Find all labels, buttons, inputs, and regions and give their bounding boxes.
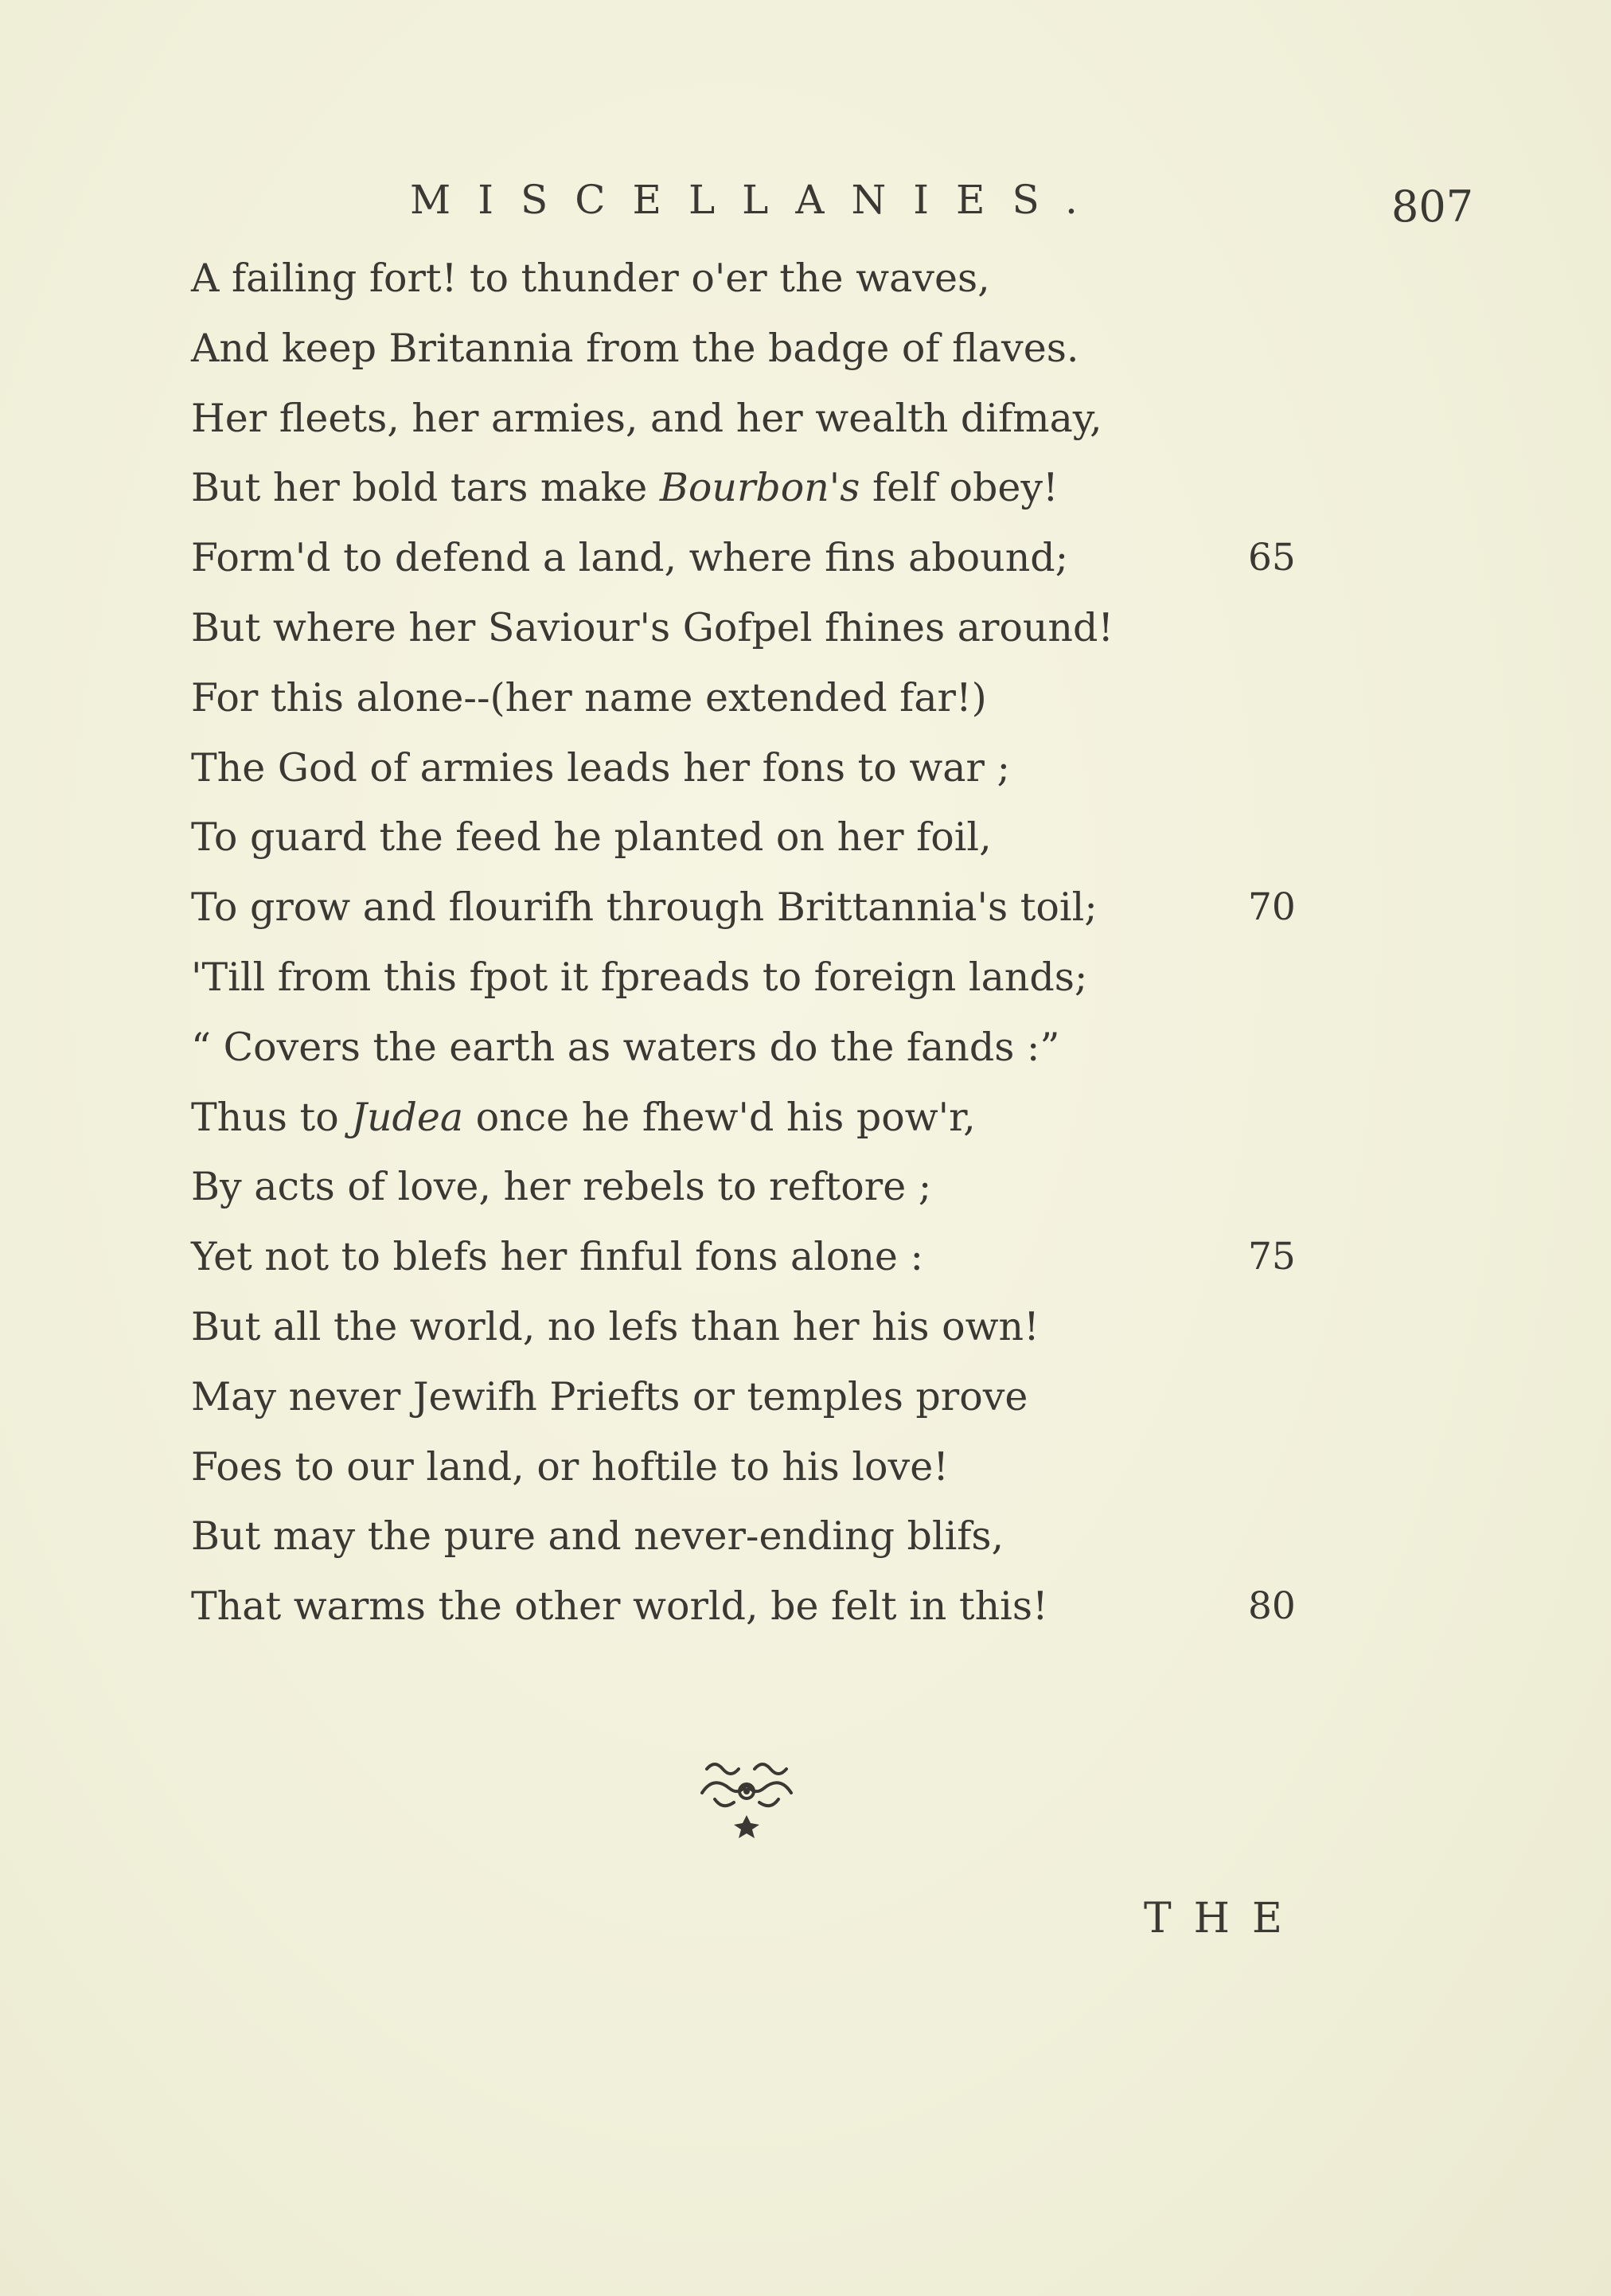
line-number: 75	[1248, 1235, 1296, 1279]
catchword: THE	[1144, 1895, 1305, 1943]
verse-line: But her bold tars make Bourbon's felf obey!	[191, 465, 1059, 511]
verse-line: Yet not to blefs her finful fons alone : 75	[191, 1222, 1385, 1292]
line-number: 80	[1248, 1584, 1296, 1629]
verse-line: “ Covers the earth as waters do the fands :”	[191, 1024, 1060, 1070]
line-number: 70	[1248, 885, 1296, 930]
verse-line: 'Till from this fpot it fpreads to foreign lands;	[191, 954, 1088, 1000]
verse-line: To grow and flourifh through Brittannia's toil; 70	[191, 873, 1385, 943]
verse-line: But may the pure and never-ending blifs,	[191, 1513, 1004, 1560]
verse-line: To guard the feed he planted on her foil,	[191, 814, 992, 861]
poem-verse	[191, 244, 1385, 1642]
verse-line: But where her Saviour's Gofpel fhines around!	[191, 604, 1114, 650]
line-number: 65	[1248, 536, 1296, 580]
verse-line: May never Jewifh Priefts or temples prove	[191, 1373, 1028, 1419]
printers-ornament-icon	[691, 1751, 802, 1847]
verse-line: The God of armies leads her fons to war ;	[191, 744, 1010, 791]
verse-line: And keep Britannia from the badge of flaves.	[191, 325, 1079, 371]
verse-line: But all the world, no lefs than her his own!	[191, 1303, 1040, 1349]
verse-line: Her fleets, her armies, and her wealth difmay,	[191, 395, 1102, 441]
verse-line: Foes to our land, or hoftile to his love!	[191, 1443, 949, 1490]
verse-line: A failing fort! to thunder o'er the waves,	[191, 256, 990, 301]
verse-line: For this alone--(her name extended far!)	[191, 674, 987, 720]
running-title: MISCELLANIES.	[410, 177, 1105, 223]
page-number: 807	[1391, 182, 1474, 232]
verse-line: Thus to Judea once he fhew'd his pow'r,	[191, 1094, 976, 1140]
verse-line: That warms the other world, be felt in this! 80	[191, 1572, 1385, 1642]
verse-line: By acts of love, her rebels to reftore ;	[191, 1164, 932, 1210]
verse-line: Form'd to defend a land, where fins abound; 65	[191, 523, 1385, 593]
